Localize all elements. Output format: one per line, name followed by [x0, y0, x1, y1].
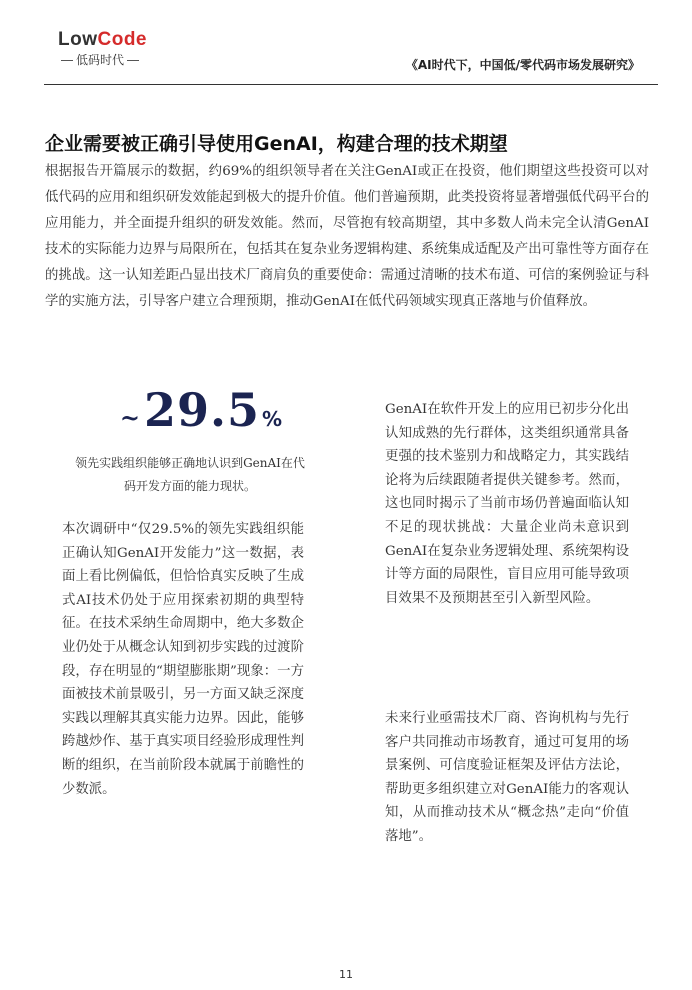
logo-brand-suffix: Code — [97, 29, 147, 50]
left-column-paragraph: 本次调研中“仅29.5%的领先实践组织能正确认知GenAI开发能力”这一数据，表面上看比例偏低，但恰恰真实反映了生成式AI技术仍处于应用探索初期的典型特征。在技术采纳生命周期中，绝大多数企业仍处于从概念认知到初步实践的过渡阶段，存在明显的“期望膨胀期”现象：一方面被技术前景吸引，另一方面又缺乏深度实践以理解其真实能力边界。因此，能够跨越炒作、基于真实项目经验形成理性判断的组织，在当前阶段本就属于前瞻性的少数派。 — [62, 522, 304, 797]
logo-brand-prefix: Low — [58, 29, 98, 50]
stat-value: 29.5 — [144, 383, 261, 437]
logo-tagline: 低码时代 — [76, 53, 125, 67]
report-title: 《AI时代下，中国低/零代码市场发展研究》 — [405, 58, 640, 72]
lowcode-logo — [58, 30, 158, 76]
logo-dash-left — [61, 60, 73, 61]
stat-prefix: ~ — [119, 403, 140, 432]
intro-paragraph: 根据报告开篇展示的数据，约69%的组织领导者在关注GenAI或正在投资，他们期望这些投资可以对低代码的应用和组织研发效能起到极大的提升价值。他们普遍预期，此类投资将显著增强低代码平台的应用能力，并全面提升组织的研发效能。然而，尽管抱有较高期望，其中多数人尚未完全认清GenAI技术的实际能力边界与局限所在，包括其在复杂业务逻辑构建、系统集成适配及产出可靠性等方面存在的挑战。这一认知差距凸显出技术厂商肩负的重要使命：需通过清晰的技术布道、可信的案例验证与科学的实施方法，引导客户建立合理预期，推动GenAI在低代码领域实现真正落地与价值释放。 — [45, 164, 649, 309]
stat-unit: % — [262, 407, 283, 431]
stat-number — [96, 382, 306, 438]
stat-callout — [96, 382, 306, 438]
logo-tagline-row — [58, 53, 158, 67]
section-heading: 企业需要被正确引导使用GenAI，构建合理的技术期望 — [45, 132, 508, 155]
right-column-paragraph-2: 未来行业亟需技术厂商、咨询机构与先行客户共同推动市场教育，通过可复用的场景案例、可信度验证框架及评估方法论，帮助更多组织建立对GenAI能力的客观认知，从而推动技术从“概念热”走向“价值落地”。 — [385, 711, 629, 844]
page-number: 11 — [339, 968, 353, 981]
header-divider — [44, 84, 658, 85]
stat-caption: 领先实践组织能够正确地认识到GenAI在代码开发方面的能力现状。 — [75, 456, 305, 493]
logo-dash-right — [127, 60, 139, 61]
right-column-paragraph-1: GenAI在软件开发上的应用已初步分化出认知成熟的先行群体，这类组织通常具备更强的技术鉴别力和战略定力，其实践结论将为后续跟随者提供关键参考。然而，这也同时揭示了当前市场仍普遍面临认知不足的现状挑战：大量企业尚未意识到GenAI在复杂业务逻辑处理、系统架构设计等方面的局限性，盲目应用可能导致项目效果不及预期甚至引入新型风险。 — [385, 402, 629, 606]
logo-wordmark — [58, 30, 158, 50]
